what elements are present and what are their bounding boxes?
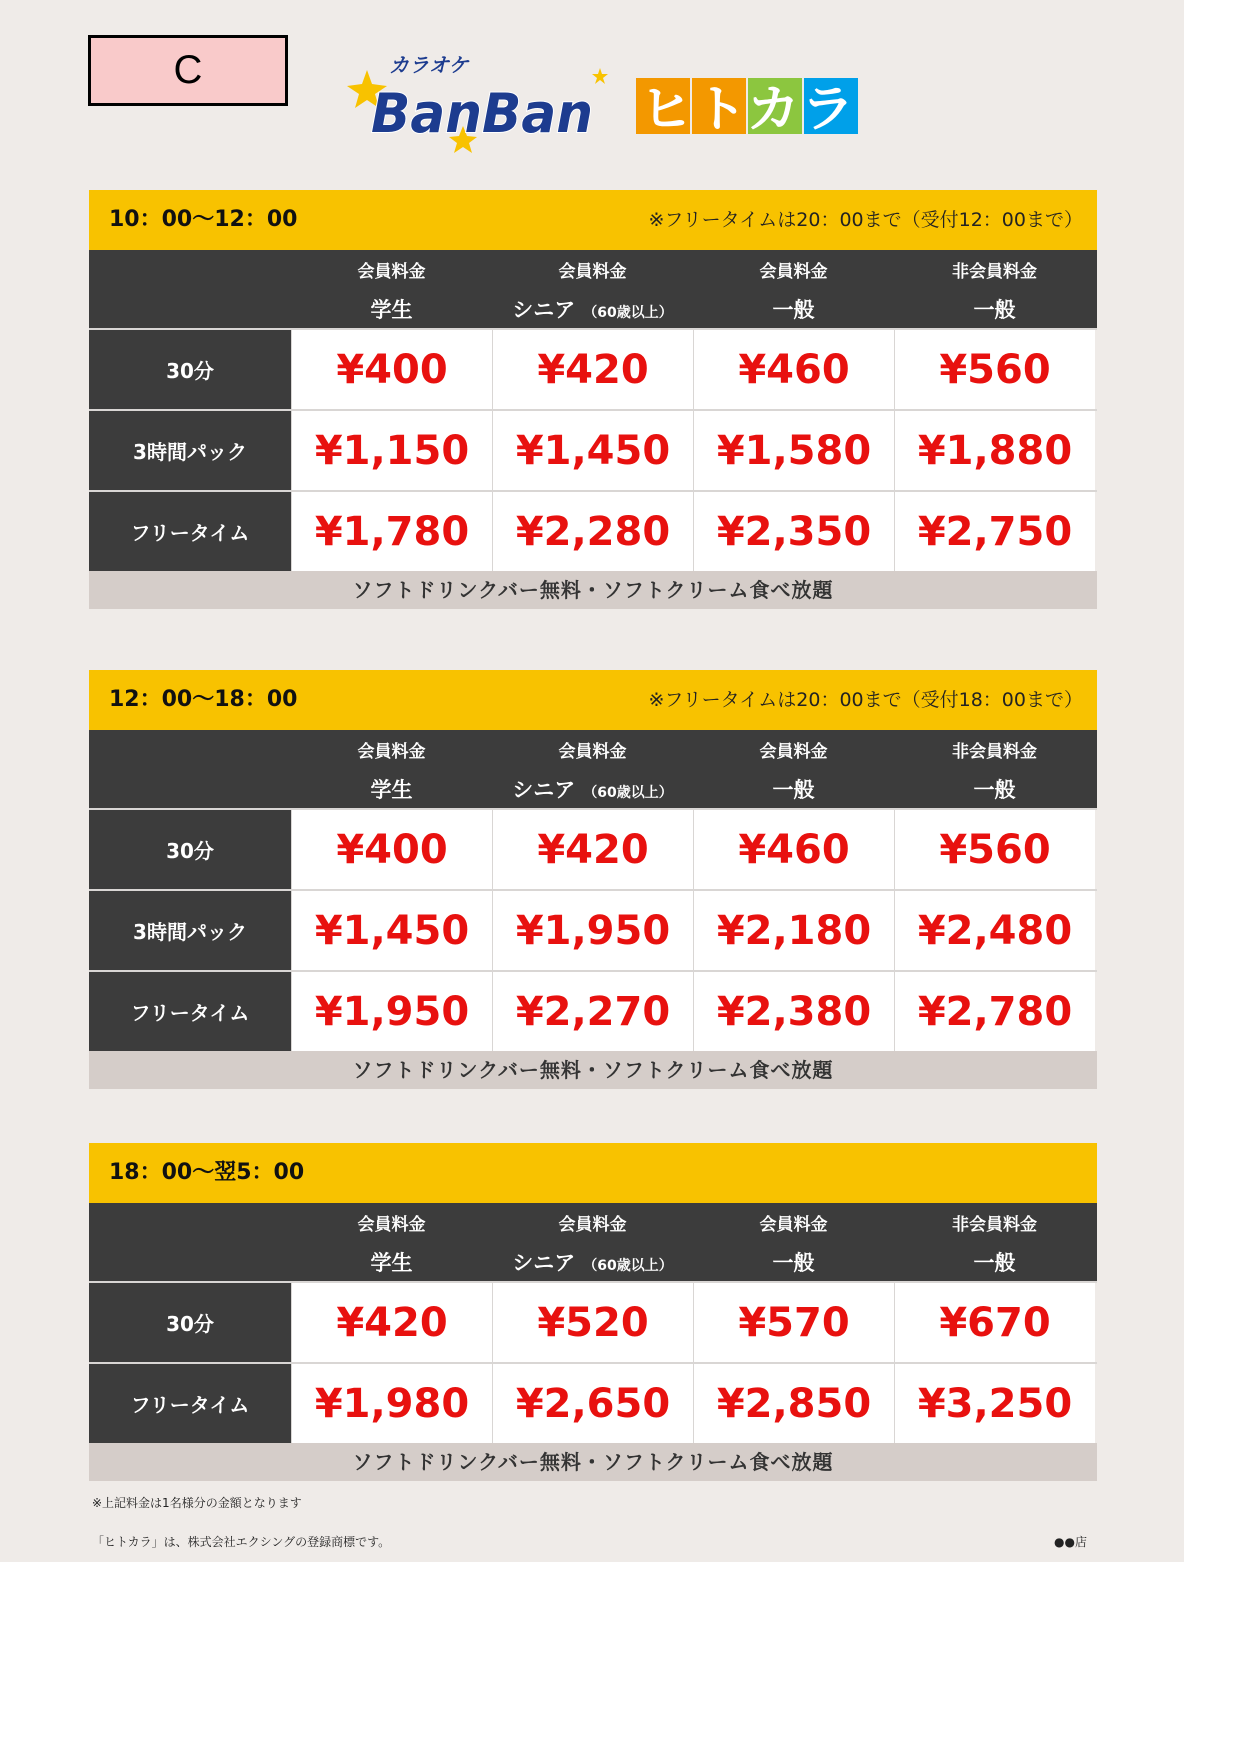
table-row	[89, 490, 1097, 571]
price-cell: ¥460	[693, 330, 894, 409]
price-cell: ¥3,250	[894, 1364, 1095, 1443]
price-cell: ¥1,450	[492, 411, 693, 490]
price-cell: ¥1,150	[291, 411, 492, 490]
price-cell: ¥420	[291, 1283, 492, 1362]
table-row	[89, 409, 1097, 490]
price-cell: ¥520	[492, 1283, 693, 1362]
price-cell: ¥2,380	[693, 972, 894, 1051]
price-cell: ¥460	[693, 810, 894, 889]
row-label: フリータイム	[89, 1364, 291, 1443]
price-cell: ¥2,650	[492, 1364, 693, 1443]
banban-logo-main: BanBan	[371, 82, 593, 145]
row-label: フリータイム	[89, 972, 291, 1051]
table-row	[89, 328, 1097, 409]
price-cell: ¥400	[291, 330, 492, 409]
banban-logo	[345, 48, 613, 156]
section-time: 18：00〜翌5：00	[109, 1160, 305, 1185]
price-cell: ¥1,950	[291, 972, 492, 1051]
trademark-note: 「ヒトカラ」は、株式会社エクシングの登録商標です。	[92, 1535, 391, 1549]
price-cell: ¥2,780	[894, 972, 1095, 1051]
price-section-night	[89, 1143, 1097, 1481]
plan-label-box: C	[88, 35, 288, 106]
price-cell: ¥420	[492, 330, 693, 409]
table-row	[89, 1362, 1097, 1443]
price-cell: ¥1,450	[291, 891, 492, 970]
banban-logo-small: カラオケ	[389, 53, 469, 77]
price-cell: ¥560	[894, 330, 1095, 409]
price-note: ※上記料金は1名様分の金額となります	[92, 1496, 302, 1510]
column-header-general-member: 会員料金 一般	[759, 742, 828, 802]
section-footer: ソフトドリンクバー無料・ソフトクリーム食べ放題	[89, 1443, 1097, 1481]
hitokara-logo	[636, 76, 860, 138]
price-cell: ¥2,350	[693, 492, 894, 571]
column-header-row	[89, 1203, 1097, 1281]
table-row	[89, 808, 1097, 889]
table-row	[89, 970, 1097, 1051]
row-label: 30分	[89, 330, 291, 409]
price-cell: ¥420	[492, 810, 693, 889]
price-cell: ¥2,750	[894, 492, 1095, 571]
section-header	[89, 670, 1097, 730]
row-label: 3時間パック	[89, 891, 291, 970]
section-note: ※フリータイムは20：00まで（受付12：00まで）	[648, 209, 1083, 231]
section-time: 12：00〜18：00	[109, 687, 298, 712]
column-header-student: 会員料金 学生	[357, 1215, 426, 1275]
section-footer: ソフトドリンクバー無料・ソフトクリーム食べ放題	[89, 571, 1097, 609]
price-section-morning	[89, 190, 1097, 609]
price-cell: ¥2,480	[894, 891, 1095, 970]
row-label: 3時間パック	[89, 411, 291, 490]
column-header-general-nonmember: 非会員料金 一般	[952, 1215, 1037, 1275]
price-cell: ¥1,780	[291, 492, 492, 571]
row-label: 30分	[89, 1283, 291, 1362]
section-time: 10：00〜12：00	[109, 207, 298, 232]
price-cell: ¥670	[894, 1283, 1095, 1362]
table-row	[89, 889, 1097, 970]
column-header-row	[89, 250, 1097, 328]
hitokara-logo-text: ヒトカラ	[639, 80, 855, 138]
row-label: フリータイム	[89, 492, 291, 571]
column-header-general-nonmember: 非会員料金 一般	[952, 262, 1037, 322]
price-cell: ¥1,980	[291, 1364, 492, 1443]
price-cell: ¥2,850	[693, 1364, 894, 1443]
store-name: ●●店	[1054, 1535, 1087, 1549]
price-cell: ¥1,880	[894, 411, 1095, 490]
price-cell: ¥2,280	[492, 492, 693, 571]
column-header-student: 会員料金 学生	[357, 262, 426, 322]
price-cell: ¥2,270	[492, 972, 693, 1051]
column-header-senior: 会員料金 シニア （60歳以上）	[512, 1215, 673, 1275]
price-cell: ¥1,580	[693, 411, 894, 490]
price-cell: ¥570	[693, 1283, 894, 1362]
column-header-senior: 会員料金 シニア （60歳以上）	[512, 262, 673, 322]
price-cell: ¥400	[291, 810, 492, 889]
column-header-general-nonmember: 非会員料金 一般	[952, 742, 1037, 802]
column-header-student: 会員料金 学生	[357, 742, 426, 802]
table-row	[89, 1281, 1097, 1362]
section-note: ※フリータイムは20：00まで（受付18：00まで）	[648, 689, 1083, 711]
price-cell: ¥560	[894, 810, 1095, 889]
price-cell: ¥1,950	[492, 891, 693, 970]
price-section-afternoon	[89, 670, 1097, 1089]
section-footer: ソフトドリンクバー無料・ソフトクリーム食べ放題	[89, 1051, 1097, 1089]
star-icon	[592, 68, 608, 84]
section-header	[89, 1143, 1097, 1203]
column-header-senior: 会員料金 シニア （60歳以上）	[512, 742, 673, 802]
price-cell: ¥2,180	[693, 891, 894, 970]
row-label: 30分	[89, 810, 291, 889]
section-header	[89, 190, 1097, 250]
column-header-general-member: 会員料金 一般	[759, 262, 828, 322]
column-header-general-member: 会員料金 一般	[759, 1215, 828, 1275]
column-header-row	[89, 730, 1097, 808]
